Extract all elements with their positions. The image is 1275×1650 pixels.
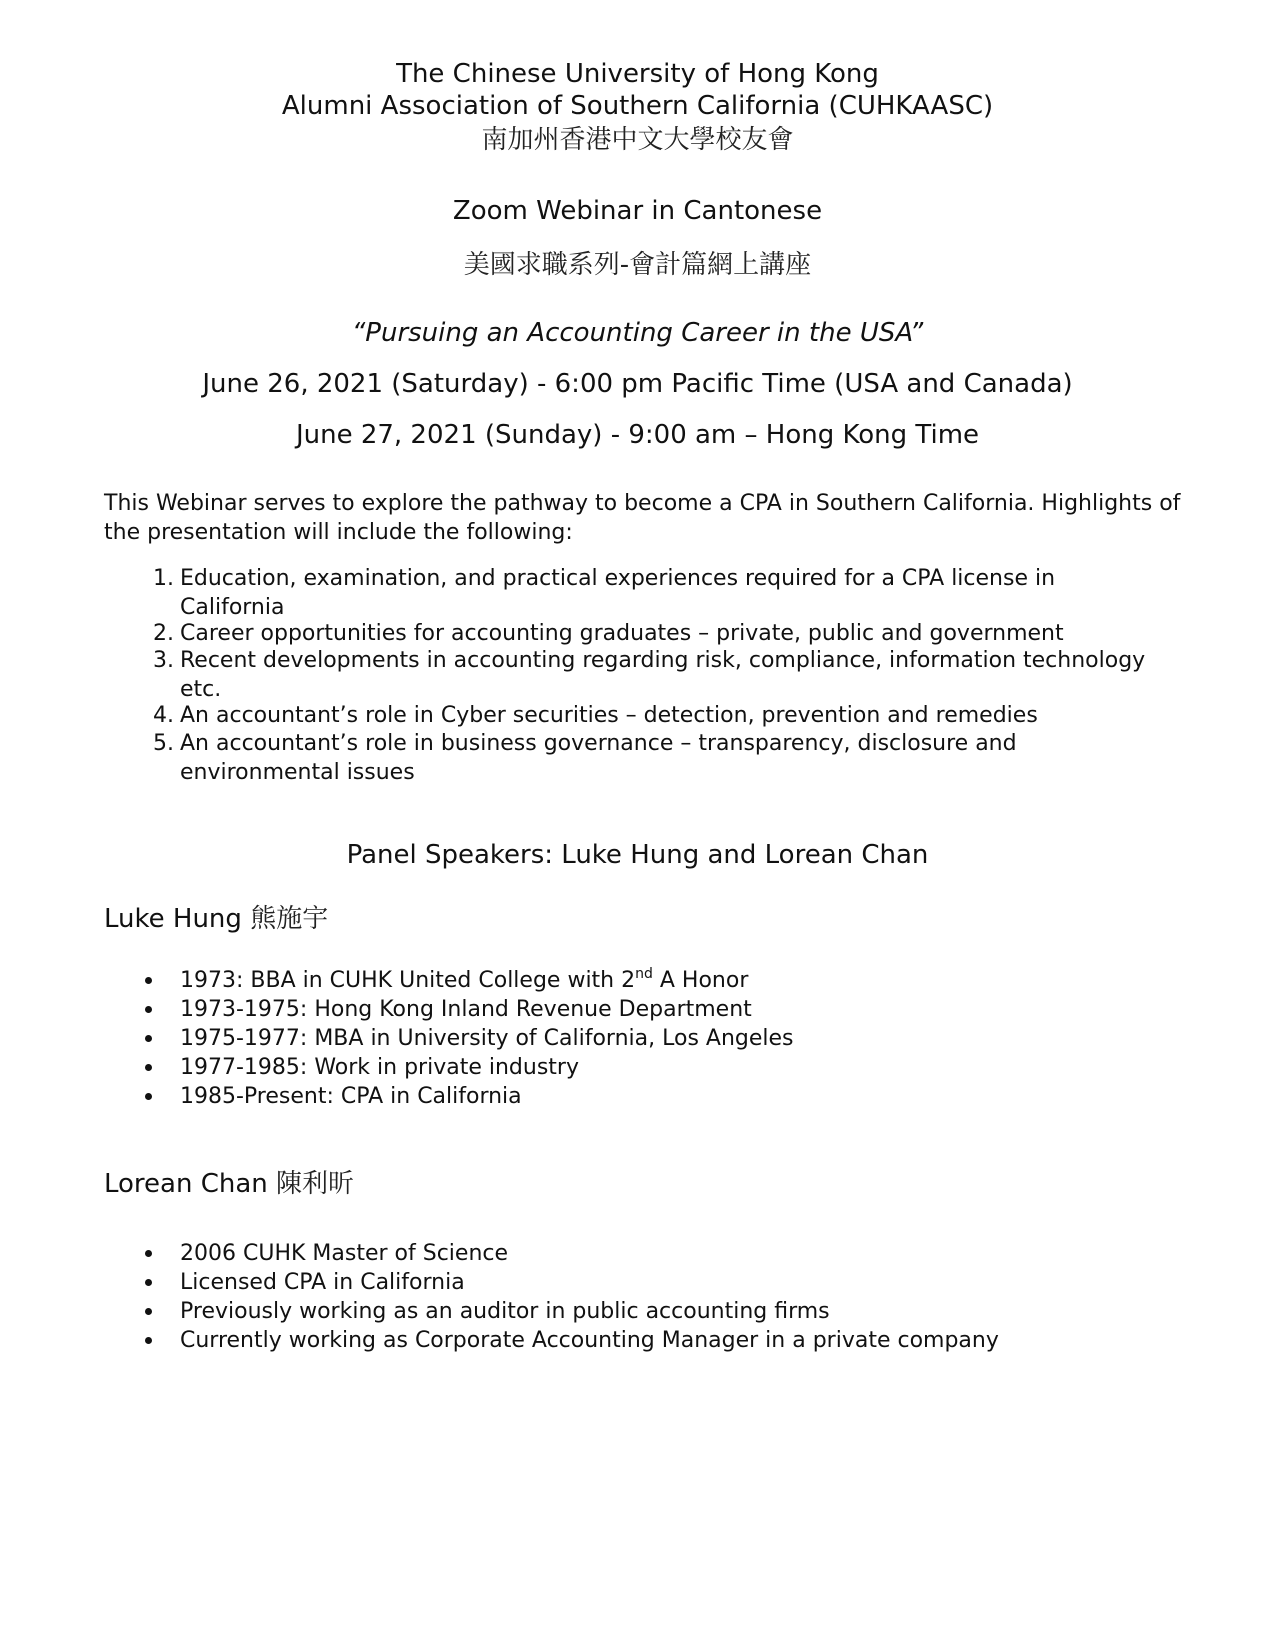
event-date-hongkong: June 27, 2021 (Sunday) - 9:00 am – Hong Kong Time bbox=[295, 420, 980, 450]
bullet-icon bbox=[145, 977, 152, 984]
list-item-text: Education, examination, and practical experiences required for a CPA license in California bbox=[180, 566, 1056, 620]
bullet-icon bbox=[145, 1337, 152, 1344]
event-date-pacific: June 26, 2021 (Saturday) - 6:00 pm Pacific Time (USA and Canada) bbox=[202, 369, 1073, 399]
bullet-icon bbox=[145, 1006, 152, 1013]
list-item-number: 3. bbox=[153, 648, 174, 673]
event-format: Zoom Webinar in Cantonese bbox=[452, 196, 823, 226]
list-item-number: 1. bbox=[153, 566, 174, 591]
speaker-name-en: Lorean Chan bbox=[104, 1169, 268, 1199]
bullet-icon bbox=[145, 1308, 152, 1315]
panel-speakers-heading: Panel Speakers: Luke Hung and Lorean Chan bbox=[346, 840, 929, 870]
speaker-name bbox=[104, 1168, 354, 1201]
bullet-icon bbox=[145, 1093, 152, 1100]
list-item-text: Career opportunities for accounting graduates – private, public and government bbox=[180, 621, 1064, 646]
intro-paragraph: This Webinar serves to explore the pathway to become a CPA in Southern California. Highlights of the presentation will include the following: bbox=[104, 491, 1181, 545]
speaker-name bbox=[104, 903, 328, 936]
bullet-icon bbox=[145, 1279, 152, 1286]
list-item-number: 5. bbox=[153, 731, 174, 756]
bullet-icon bbox=[145, 1035, 152, 1042]
speaker-name-zh: 熊施宇 bbox=[250, 904, 329, 934]
speaker-name-en: Luke Hung bbox=[104, 904, 242, 934]
speaker-name-zh: 陳利昕 bbox=[276, 1169, 355, 1199]
list-item-number: 2. bbox=[153, 621, 174, 646]
org-name-line2: Alumni Association of Southern California (CUHKAASC) bbox=[281, 91, 994, 121]
event-title: “Pursuing an Accounting Career in the USA” bbox=[351, 318, 924, 348]
list-item-text: Recent developments in accounting regarding risk, compliance, information technology etc. bbox=[180, 648, 1146, 702]
bullet-icon bbox=[145, 1064, 152, 1071]
list-item-number: 4. bbox=[153, 703, 174, 728]
org-name-chinese: 南加州香港中文大學校友會 bbox=[481, 125, 794, 155]
list-item-text: An accountant’s role in Cyber securities – detection, prevention and remedies bbox=[180, 703, 1038, 728]
document-page: The Chinese University of Hong Kong Alumni Association of Southern California (CUHKAASC) 南加州香港中文大學校友會 Zoom Webinar in Cantonese 美國求職系列-會計篇網上講座 “Pursuing an Accounting Career in the USA” June 26, 2021 (Saturday) - 6:00 pm Pacific Time (USA and Canada) June 27, 2021 (Sunday) - 9:00 am – Hong Kong Time This Webinar serves to explore the pathway to become a CPA in Southern California. Highlights of the presentation will include the following: 1. Education, examination, and practical experiences required for a CPA license in California 2. Career opportunities for accounting graduates – private, public and government 3. Recent developments in accounting regarding risk, compliance, information technology etc. 4. An accountant’s role in Cyber securities – detection, prevention and remedies 5. An accountant’s role in business governance – transparency, disclosure and environmental issues Panel Speakers: Luke Hung and Lorean Chan Luke Hung 熊施宇 1973: BBA in CUHK United College with 2nd A Honor 1973-1975: Hong Kong Inland Revenue Department 1975-1977: MBA in University of California, Los Angeles 1977-1985: Work in private industry 1985-Present: CPA in California Lorean Chan 陳利昕 2006 CUHK Master of Science Licensed CPA in California Previously working as an auditor in public accounting firms Currently working as Corporate Accounting Manager in a private company bbox=[0, 0, 1275, 1650]
org-name-line1: The Chinese University of Hong Kong bbox=[396, 59, 879, 89]
bullet-icon bbox=[145, 1250, 152, 1257]
list-item-text: An accountant’s role in business governance – transparency, disclosure and environmental issues bbox=[180, 731, 1017, 785]
event-title-chinese: 美國求職系列-會計篇網上講座 bbox=[463, 250, 812, 280]
